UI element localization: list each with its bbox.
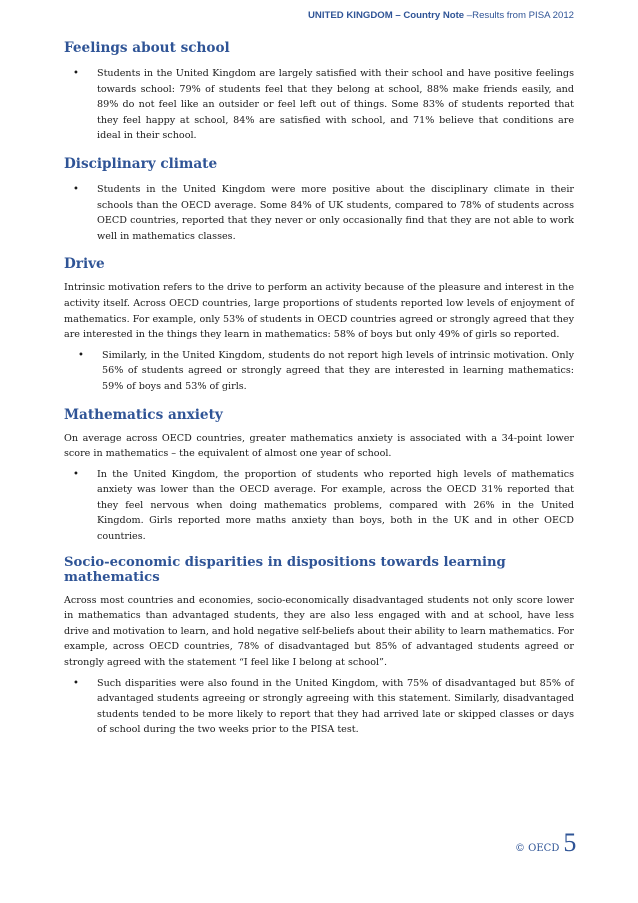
page-footer: [515, 828, 576, 858]
bullet-text: Students in the United Kingdom were more positive about the disciplinary climate in their schools than the OECD average. Some 84% of UK students, compared to 78% of students across OECD countries, reported that they never or only occasionally find that they are not able to work well in mathematics classes.: [97, 183, 574, 242]
header-title: UNITED KINGDOM – Country Note: [307, 10, 465, 21]
section-title-feelings: Feelings about school: [64, 40, 230, 56]
list-item: [64, 182, 574, 244]
section-title-socio: Socio-economic disparities in dispositions towards learning mathematics: [64, 554, 506, 585]
bullet-text: Students in the United Kingdom are largely satisfied with their school and have positive feelings towards school: 79% of students feel that they belong at school, 88% make friends easily, and 89% do not feel like an outsider or feel left out of things. Some 83% of students reported that they feel happy at school, 84% are satisfied with school, and 71% believe that conditions are ideal in their school.: [97, 68, 574, 142]
bullet-text: Similarly, in the United Kingdom, students do not report high levels of intrinsic motivation. Only 56% of students agreed or strongly agreed that they are interested in learning mathematics: 59% of boys and 53% of girls.: [102, 349, 574, 392]
running-header: [0, 10, 574, 21]
section-title-anxiety: Mathematics anxiety: [64, 406, 223, 423]
list-item: [64, 467, 574, 545]
bullet-icon: •: [73, 183, 79, 195]
bullet-icon: •: [73, 468, 79, 480]
bullet-icon: •: [78, 349, 84, 361]
bullet-text: Such disparities were also found in the United Kingdom, with 75% of disadvantaged but 85% of advantaged students agreeing or strongly agreeing with this statement. Similarly, disadvantaged students tended to be more likely to report that they had arrived late or skipped classes or days of school during the two weeks prior to the PISA test.: [97, 677, 574, 736]
copyright-text: © OECD: [515, 843, 560, 854]
section-title-drive: Drive: [64, 256, 105, 273]
section-title-discipline: Disciplinary climate: [64, 155, 218, 172]
paragraph: Intrinsic motivation refers to the drive to perform an activity because of the pleasure and interest in the activity itself. Across OECD countries, large proportions of students reported low levels of enjoyment of mathematics. For example, only 53% of students in OECD countries agreed or strongly agreed that they are interested in the things they learn in mathematics: 58% of boys but only 49% of girls so reported.: [64, 282, 574, 341]
page-content: [64, 40, 574, 738]
paragraph: On average across OECD countries, greater mathematics anxiety is associated with a 34-point lower score in mathematics – the equivalent of almost one year of school.: [64, 432, 574, 460]
header-subtitle: –Results from PISA 2012: [464, 10, 574, 21]
bullet-icon: •: [73, 68, 79, 79]
paragraph: Across most countries and economies, socio-economically disadvantaged students not only score lower in mathematics than advantaged students, they are also less engaged with and at school, have less drive and motivation to learn, and hold negative self-beliefs about their ability to learn mathematics. For example, across OECD countries, 78% of disadvantaged but 85% of advantaged students agreed or strongly agreed with the statement “I feel like I belong at school”.: [64, 594, 574, 669]
page-number: 5: [563, 828, 577, 857]
list-item: [64, 348, 574, 395]
bullet-text: In the United Kingdom, the proportion of students who reported high levels of mathematics anxiety was lower than the OECD average. For example, across the OECD 31% reported that they feel nervous when doing mathematics problems, compared with 26% in the United Kingdom. Girls reported more maths anxiety than boys, both in the UK and in other OECD countries.: [97, 468, 574, 543]
bullet-icon: •: [73, 677, 79, 689]
list-item: [64, 66, 574, 144]
list-item: [64, 676, 574, 738]
